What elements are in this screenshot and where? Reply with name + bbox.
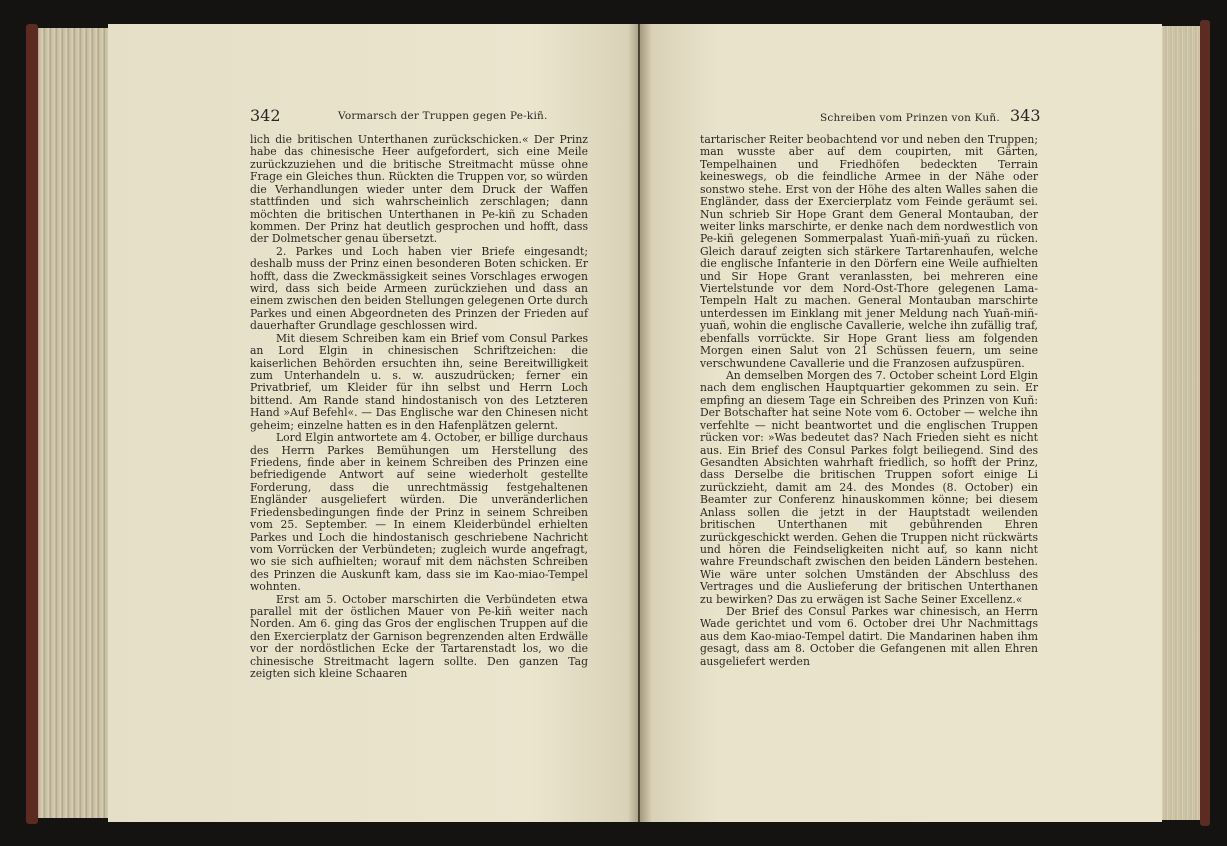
left-page-header <box>250 106 580 128</box>
right-page-number: 343 <box>1010 106 1041 125</box>
right-page-text <box>700 134 1038 668</box>
left-paragraph-2: 2. Parkes und Loch haben vier Briefe eingesandt; deshalb muss der Prinz einen besonderen Boten schicken. Er hofft, dass die Zweckmässigkeit seines Vorschlages erwogen wird, dass sich beide Armeen zurückziehen und dass an einem zwischen den beiden Stellungen gelegenen Orte durch Parkes und einen Abgeordneten des Prinzen der Frieden auf dauerhafter Grundlage geschlossen wird. <box>250 244 588 333</box>
right-paragraph-1: tartarischer Reiter beobachtend vor und neben den Truppen; man wusste aber auf dem coupirten, mit Gärten, Tempelhainen und Friedhöfen bedeckten Terrain keineswegs, ob die feindliche Armee in der Nähe oder sonstwo stehe. Erst von der Höhe des alten Walles sahen die Engländer, dass der Exercierplatz vom Feinde geräumt sei. Nun schrieb Sir Hope Grant dem General Montauban, der weiter links marschirte, er denke nach dem nordwestlich von Pe-kiñ gelegenen Sommerpalast Yuañ-miñ-yuañ zu rücken. Gleich darauf zeigten sich stärkere Tartarenhaufen, welche die englische Infanterie in den Dörfern eine Weile aufhielten und Sir Hope Grant veranlassten, bei mehreren eine Viertelstunde vor dem Nord-Ost-Thore gelegenen Lama-Tempeln Halt zu machen. General Montauban marschirte unterdessen im Einklang mit jener Meldung nach Yuañ-miñ-yuañ, wohin die englische Cavallerie, welche ihn zufällig traf, ebenfalls vorrückte. Sir Hope Grant liess am folgenden Morgen einen Salut von 21 Schüssen feuern, um seine verschwundene Cavallerie und die Franzosen aufzuspüren. <box>700 133 1038 370</box>
left-running-head: Vormarsch der Truppen gegen Pe-kiñ. <box>338 110 548 122</box>
left-paragraph-5: Erst am 5. October marschirten die Verbündeten etwa parallel mit der östlichen Mauer von Pe-kiñ weiter nach Norden. Am 6. ging das Gros der englischen Truppen auf die den Exercierplatz der Garnison begrenzenden alten Erdwälle vor der nordöstlichen Ecke der Tartarenstadt los, wo die chinesische Streitmacht lagern sollte. Den ganzen Tag zeigten sich kleine Schaaren <box>250 592 588 681</box>
left-cover-board <box>26 24 38 824</box>
right-page-edges <box>1154 26 1208 820</box>
right-paragraph-2: An demselben Morgen des 7. October scheint Lord Elgin nach dem englischen Hauptquartier gekommen zu sein. Er empfing an diesem Tage ein Schreiben des Prinzen von Kuñ: Der Botschafter hat seine Note vom 6. October — welche ihn verfehlte — nicht beantwortet und die englischen Truppen rücken vor: »Was bedeutet das? Nach Frieden sieht es nicht aus. Ein Brief des Consul Parkes folgt beiliegend. Sind des Gesandten Absichten wahrhaft friedlich, so hofft der Prinz, dass Derselbe die britischen Truppen sofort einige Li zurückzieht, damit am 24. des Mondes (8. October) ein Beamter zur Conferenz hinauskommen könne; bei diesem Anlass sollen die jetzt in der Hauptstadt weilenden britischen Unterthanen mit gebührenden Ehren zurückgeschickt werden. Gehen die Truppen nicht rückwärts und hören die Feindseligkeiten nicht auf, so kann nicht wahre Freundschaft zwischen den beiden Ländern bestehen. Wie wäre unter solchen Umständen der Abschluss des Vertrages und die Auslieferung der britischen Unterthanen zu bewirken? Das zu erwägen ist Sache Seiner Excellenz.« <box>700 369 1038 606</box>
left-paragraph-1: lich die britischen Unterthanen zurückschicken.« Der Prinz habe das chinesische Heer aufgefordert, sich eine Meile zurückzuziehen und die britische Streitmacht müsse ohne Frage ein Gleiches thun. Rückten die Truppen vor, so würden die Verhandlungen wieder unter dem Druck der Waffen stattfinden und sich wahrscheinlich zerschlagen; dann möchten die britischen Unterthanen in Pe-kiñ zu Schaden kommen. Der Prinz hat deutlich gesprochen und hofft, dass der Dolmetscher genau übersetzt. <box>250 133 588 246</box>
right-page-header <box>700 106 1040 128</box>
left-page-text <box>250 134 588 681</box>
book-gutter <box>628 24 652 822</box>
left-page-edges <box>28 28 112 818</box>
right-running-head: Schreiben vom Prinzen von Kuñ. <box>820 112 1000 124</box>
left-page-number: 342 <box>250 106 281 125</box>
left-paragraph-4: Lord Elgin antwortete am 4. October, er billige durchaus des Herrn Parkes Bemühungen um Herstellung des Friedens, finde aber in keinem Schreiben des Prinzen eine befriedigende Antwort auf seine wiederholt gestellte Forderung, dass die unrechtmässig festgehaltenen Engländer ausgeliefert würden. Die unveränderlichen Friedensbedingungen finde der Prinz in seinem Schreiben vom 25. September. — In einem Kleiderbündel erhielten Parkes und Loch die hindostanisch geschriebene Nachricht vom Vorrücken der Verbündeten; zugleich wurde angefragt, wo sie sich aufhielten; worauf mit dem nächsten Schreiben des Prinzen die Auskunft kam, dass sie im Kao-miao-Tempel wohnten. <box>250 431 588 594</box>
right-paragraph-3: Der Brief des Consul Parkes war chinesisch, an Herrn Wade gerichtet und vom 6. October drei Uhr Nachmittags aus dem Kao-miao-Tempel datirt. Die Mandarinen haben ihm gesagt, dass am 8. October die Gefangenen mit allen Ehren ausgeliefert werden <box>700 605 1038 668</box>
right-cover-board <box>1200 20 1210 826</box>
left-paragraph-3: Mit diesem Schreiben kam ein Brief vom Consul Parkes an Lord Elgin in chinesischen Schriftzeichen: die kaiserlichen Behörden ersuchten ihn, seine Bereitwilligkeit zum Unterhandeln u. s. w. auszudrücken; ferner ein Privatbrief, um Kleider für ihn selbst und Herrn Loch bittend. Am Rande stand hindostanisch von des Letzteren Hand »Auf Befehl«. — Das Englische war den Chinesen nicht geheim; einzelne hatten es in den Hafenplätzen gelernt. <box>250 331 588 432</box>
